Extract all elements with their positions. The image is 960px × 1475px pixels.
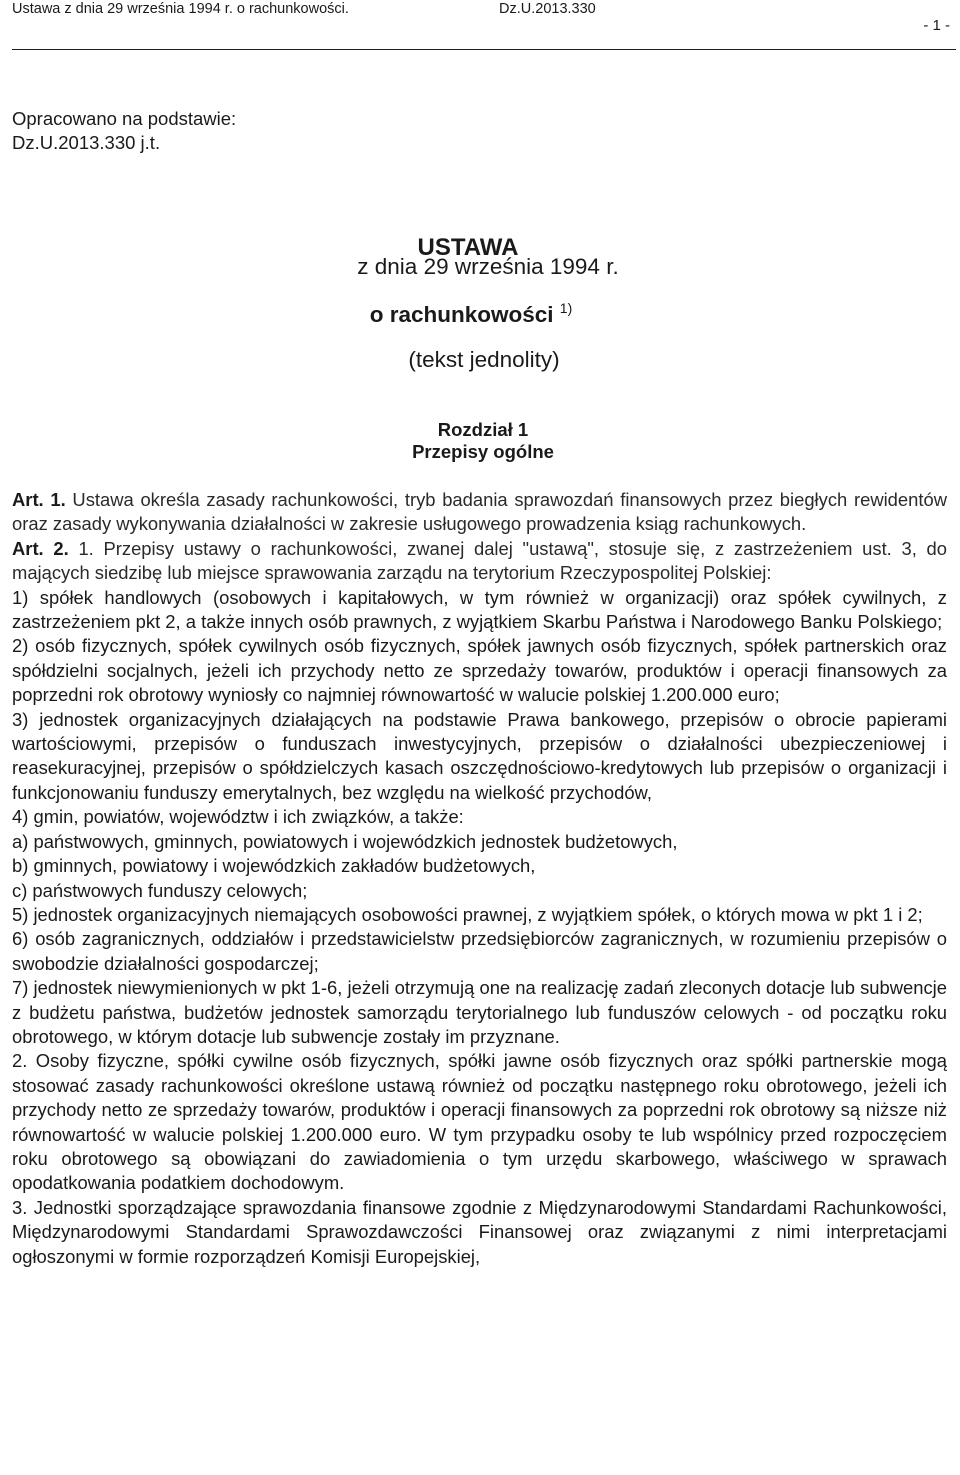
article-1-label: Art. 1. <box>12 489 66 510</box>
article-2-para-1-text: 1. Przepisy ustawy o rachunkowości, zwanej dalej "ustawą", stosuje się, z zastrzeżeniem ust. 3, do mających siedzibę lub miejsce sprawowania zarządu na terytorium Rzeczypospolitej Polskiej: <box>12 537 947 584</box>
list-item: 4) gmin, powiatów, województw i ich związków, a także: <box>12 806 464 828</box>
list-item: 7) jednostek niewymienionych w pkt 1-6, jeżeli otrzymują one na realizację zadań zleconych dotacje lub subwencje z budżetu państwa, budżetów jednostek samorządu terytorialnego lub funduszów celowych - od początku roku obrotowego, w którym dotacje lub subwencje zostały im przyznane. <box>12 977 947 1047</box>
source-note <box>12 107 236 155</box>
act-date: z dnia 29 września 1994 r. <box>357 254 619 279</box>
header-act-title: Ustawa z dnia 29 września 1994 r. o rachunkowości. <box>12 1 349 17</box>
footnote-mark: 1) <box>559 300 573 316</box>
act-type: (tekst jednolity) <box>408 347 560 372</box>
header-journal-ref: Dz.U.2013.330 <box>499 1 596 17</box>
source-label: Opracowano na podstawie: <box>12 108 237 129</box>
act-subject <box>0 300 951 328</box>
document-body <box>12 488 947 1269</box>
act-subject-text: o rachunkowości <box>369 302 554 327</box>
page-header <box>12 0 952 34</box>
list-item: 1) spółek handlowych (osobowych i kapitałowych, w tym również w organizacji) oraz spółek cywilnych, z zastrzeżeniem pkt 2, a także innych osób prawnych, z wyjątkiem Skarbu Państwa i Narodowego Banku Polskiego; <box>12 586 947 633</box>
list-item: b) gminnych, powiatowy i wojewódzkich zakładów budżetowych, <box>12 855 536 877</box>
list-item: 5) jednostek organizacyjnych niemających osobowości prawnej, z wyjątkiem spółek, o których mowa w pkt 1 i 2; <box>12 903 923 925</box>
source-reference: Dz.U.2013.330 j.t. <box>12 132 161 153</box>
act-title: USTAWA <box>417 234 519 261</box>
article-2-para-2: 2. Osoby fizyczne, spółki cywilne osób fizycznych, spółki jawne osób fizycznych oraz spółki partnerskie mogą stosować zasady rachunkowości określone ustawą również od początku następnego roku obrotowego, jeżeli ich przychody netto ze sprzedaży towarów, produktów i operacji finansowych za poprzedni rok obrotowy są niższe niż równowartość w walucie polskiej 1.200.000 euro. W tym przypadku osoby te lub wspólnicy przed rozpoczęciem roku obrotowego są obowiązani do zawiadomienia o tym urzędu skarbowego, właściwego w sprawach opodatkowania podatkiem dochodowym. <box>12 1050 947 1194</box>
article-1-text: Ustawa określa zasady rachunkowości, tryb badania sprawozdań finansowych przez biegłych rewidentów oraz zasady wykonywania działalności w zakresie usługowego prowadzenia ksiąg rachunkowych. <box>12 489 947 535</box>
article-2-para-1 <box>12 537 947 586</box>
list-item: 3) jednostek organizacyjnych działających na podstawie Prawa bankowego, przepisów o obrocie papierami wartościowymi, przepisów o funduszach inwestycyjnych, przepisów o działalności ubezpieczeniowej i reasekuracyjnej, przepisów o spółdzielczych kasach oszczędnościowo-kredytowych lub przepisów o organizacji i funkcjonowaniu funduszy emerytalnych, bez względu na wielkość przychodów, <box>12 708 947 803</box>
chapter-title: Przepisy ogólne <box>412 441 554 462</box>
list-item: a) państwowych, gminnych, powiatowych i wojewódzkich jednostek budżetowych, <box>12 830 678 852</box>
list-item: 6) osób zagranicznych, oddziałów i przedstawicielstw przedsiębiorców zagranicznych, w rozumieniu przepisów o swobodzie działalności gospodarczej; <box>12 928 947 974</box>
article-2-para-3: 3. Jednostki sporządzające sprawozdania finansowe zgodnie z Międzynarodowymi Standardami Rachunkowości, Międzynarodowymi Standardami Sprawozdawczości Finansowej oraz związanymi z nimi interpretacjami ogłoszonymi w formie rozporządzeń Komisji Europejskiej, <box>12 1196 947 1267</box>
header-divider <box>12 49 956 50</box>
header-page-number: - 1 - <box>923 17 950 34</box>
chapter-number: Rozdział 1 <box>437 419 529 440</box>
list-item: c) państwowych funduszy celowych; <box>12 879 308 901</box>
article-1 <box>12 488 947 537</box>
list-item: 2) osób fizycznych, spółek cywilnych osób fizycznych, spółek jawnych osób fizycznych, spółek partnerskich oraz spółdzielni socjalnych, jeżeli ich przychody netto ze sprzedaży towarów, produktów i operacji finansowych za poprzedni rok obrotowy wyniosły co najmniej równowartość w walucie polskiej 1.200.000 euro; <box>12 635 947 706</box>
article-2-label: Art. 2. <box>12 537 69 559</box>
